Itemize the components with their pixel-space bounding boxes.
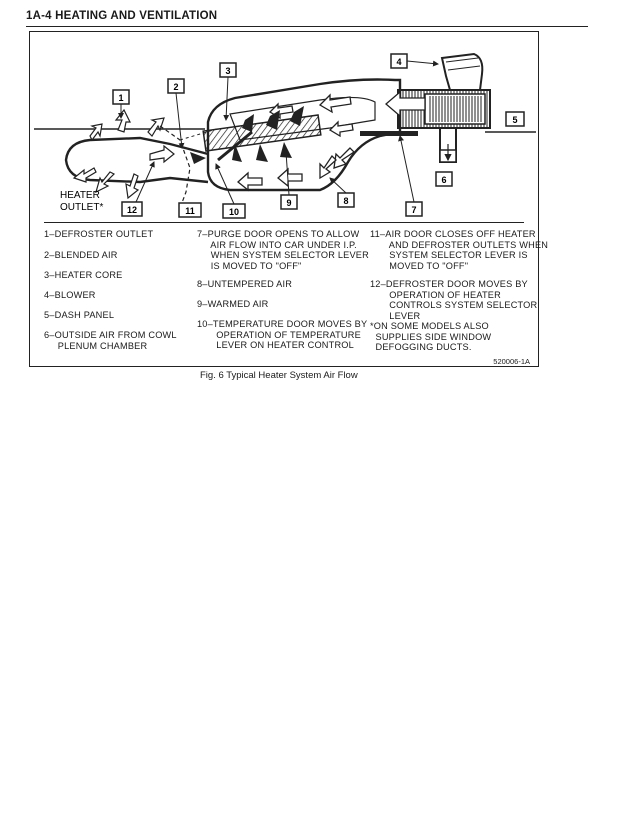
svg-text:6: 6: [441, 175, 447, 185]
figure-caption: Fig. 6 Typical Heater System Air Flow: [200, 370, 358, 381]
blower-motor: [442, 54, 482, 90]
callout-3: [220, 63, 236, 77]
page-title: 1A-4 HEATING AND VENTILATION: [26, 10, 218, 22]
callout-11: [179, 203, 201, 217]
callout-10: [223, 204, 245, 218]
callout-9: [281, 195, 297, 209]
legend-item: *ON SOME MODELS ALSO SUPPLIES SIDE WINDOW DEFOGGING DUCTS.: [370, 321, 492, 353]
legend-item: 8–UNTEMPERED AIR: [197, 279, 293, 289]
outlet-arrows: [74, 110, 174, 198]
svg-text:2: 2: [173, 82, 179, 92]
legend-item: 3–HEATER CORE: [44, 270, 123, 280]
legend-item: 12–DEFROSTER DOOR MOVES BY OPERATION OF HEATER CONTROLS SYSTEM SELECTOR LEVER: [370, 279, 538, 321]
svg-text:11: 11: [185, 206, 195, 216]
svg-text:8: 8: [343, 196, 349, 206]
legend-item: 4–BLOWER: [44, 290, 96, 300]
callout-6: [436, 172, 452, 186]
purge-door: [360, 131, 418, 136]
legend-item: 11–AIR DOOR CLOSES OFF HEATER AND DEFROSTER OUTLETS WHEN SYSTEM SELECTOR LEVER IS MOVED TO "OFF": [370, 229, 549, 271]
page-header: [26, 6, 588, 27]
legend-item: 7–PURGE DOOR OPENS TO ALLOW AIR FLOW INTO CAR UNDER I.P. WHEN SYSTEM SELECTOR LEVER IS MOVED TO "OFF": [197, 229, 369, 271]
svg-text:3: 3: [225, 66, 231, 76]
heater-outlet-label-2: OUTLET*: [60, 202, 104, 213]
svg-text:4: 4: [396, 57, 402, 67]
svg-text:10: 10: [228, 207, 240, 217]
svg-text:12: 12: [126, 205, 138, 215]
svg-text:5: 5: [512, 115, 518, 125]
legend-item: 10–TEMPERATURE DOOR MOVES BY OPERATION OF TEMPERATURE LEVER ON HEATER CONTROL: [197, 319, 368, 351]
figure-reference-code: 520006-1A: [493, 357, 530, 366]
heater-core: [203, 115, 321, 151]
callout-4: [391, 54, 407, 68]
heater-outlet-label: HEATER: [60, 190, 100, 201]
callout-1: [113, 90, 129, 104]
svg-text:1: 1: [118, 93, 124, 103]
callout-8: [338, 193, 354, 207]
callout-2: [168, 79, 184, 93]
legend-item: 2–BLENDED AIR: [44, 250, 118, 260]
callout-7: [406, 202, 422, 216]
legend-item: 1–DEFROSTER OUTLET: [44, 229, 154, 239]
svg-text:7: 7: [411, 205, 417, 215]
callout-12: [122, 202, 142, 216]
callout-5: [506, 112, 524, 126]
legend-item: 5–DASH PANEL: [44, 310, 115, 320]
legend-item: 6–OUTSIDE AIR FROM COWL PLENUM CHAMBER: [44, 330, 177, 351]
legend-item: 9–WARMED AIR: [197, 299, 269, 309]
figure-frame: [29, 31, 549, 367]
legend-divider: [44, 222, 524, 223]
svg-text:9: 9: [286, 198, 292, 208]
